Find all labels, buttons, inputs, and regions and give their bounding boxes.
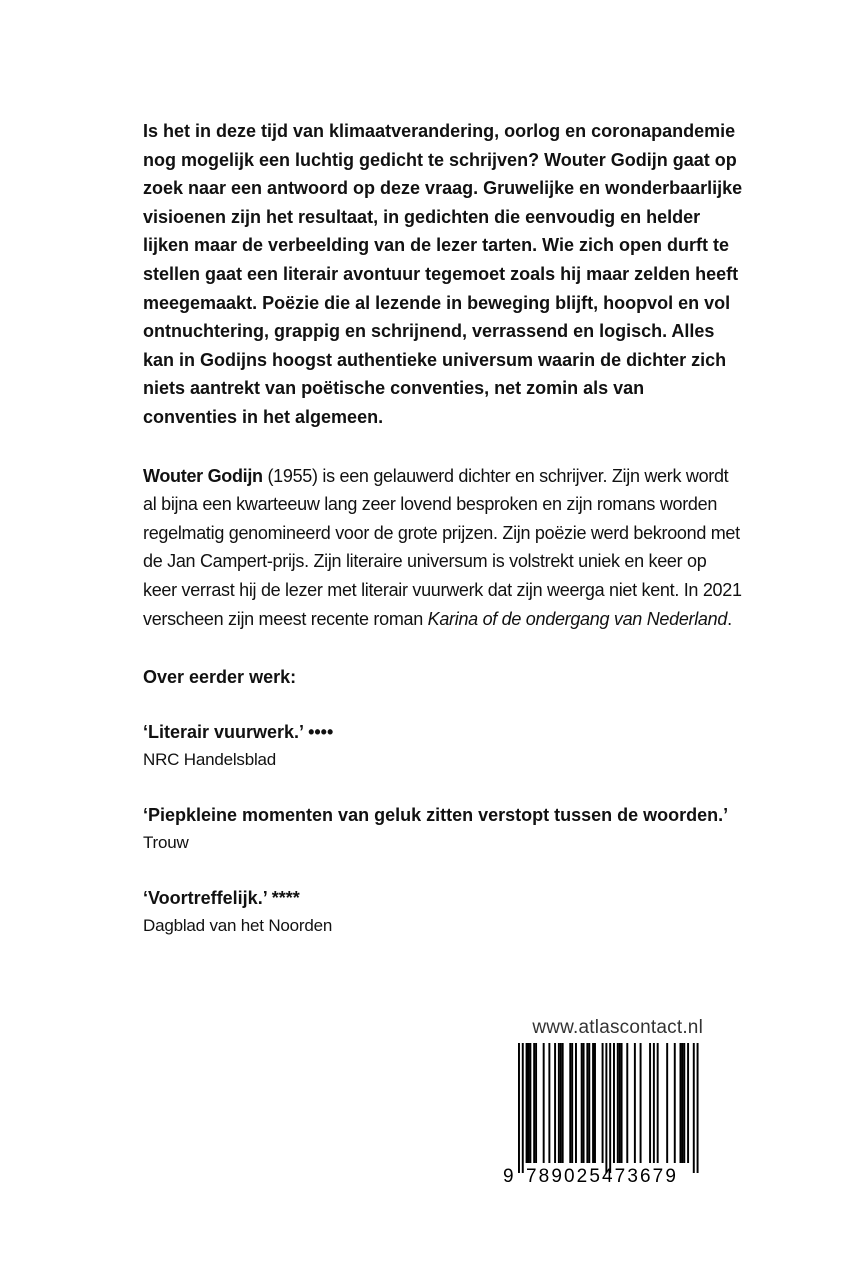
reviews-heading: Over eerder werk: bbox=[143, 667, 297, 688]
isbn-barcode bbox=[500, 1043, 700, 1191]
review-item bbox=[143, 884, 743, 940]
barcode-bar bbox=[683, 1043, 685, 1163]
author-bio-text: (1955) is een gelauwerd dichter en schrijver. Zijn werk wordt al bijna een kwarteeuw lang zeer lovend besproken en zijn romans worden regelmatig genomineerd voor de grote prijzen. Zijn poëzie werd bekroond met de Jan Campert-prijs. Zijn literaire universum is volstrekt uniek en keer op keer verrast hij de lezer met literair vuurwerk dat zijn weerga niet kent. In 2021 verscheen zijn meest recente roman bbox=[143, 465, 742, 629]
barcode-bar bbox=[558, 1043, 560, 1163]
barcode-guard-bar bbox=[605, 1043, 607, 1173]
barcode-guard-bar bbox=[522, 1043, 524, 1173]
review-item bbox=[143, 718, 743, 774]
barcode-bar bbox=[581, 1043, 583, 1163]
isbn-first-digit: 9 bbox=[503, 1166, 514, 1187]
barcode-bar bbox=[619, 1043, 621, 1163]
barcode-bar bbox=[543, 1043, 545, 1163]
barcode-bar bbox=[586, 1043, 588, 1163]
barcode-bar bbox=[681, 1043, 683, 1163]
barcode-bar bbox=[528, 1043, 530, 1163]
barcode-bar bbox=[533, 1043, 535, 1163]
barcode-bar bbox=[674, 1043, 676, 1163]
barcode-bar bbox=[529, 1043, 531, 1163]
review-source: NRC Handelsblad bbox=[143, 750, 277, 770]
barcode-bar bbox=[526, 1043, 528, 1163]
review-item bbox=[143, 801, 743, 857]
barcode-guard-bar bbox=[693, 1043, 695, 1173]
review-quote: ‘Piepkleine momenten van geluk zitten verstopt tussen de woorden.’ bbox=[143, 805, 729, 826]
barcode-bar bbox=[575, 1043, 577, 1163]
barcode-bar bbox=[666, 1043, 668, 1163]
barcode-bar bbox=[634, 1043, 636, 1163]
barcode-bars bbox=[518, 1043, 700, 1173]
barcode-bar bbox=[653, 1043, 655, 1163]
review-source: Trouw bbox=[143, 833, 189, 853]
barcode-guard-bar bbox=[697, 1043, 699, 1173]
barcode-guard-bar bbox=[609, 1043, 611, 1173]
author-bio-end: . bbox=[727, 608, 732, 629]
barcode-bar bbox=[592, 1043, 594, 1163]
barcode-bar bbox=[680, 1043, 682, 1163]
barcode-bar bbox=[640, 1043, 642, 1163]
barcode-bar bbox=[657, 1043, 659, 1163]
barcode-bar bbox=[554, 1043, 556, 1163]
barcode-bar bbox=[535, 1043, 537, 1163]
barcode-bar bbox=[594, 1043, 596, 1163]
barcode-bar bbox=[613, 1043, 615, 1163]
author-name: Wouter Godijn bbox=[143, 465, 263, 486]
barcode-bar bbox=[588, 1043, 590, 1163]
back-cover-text bbox=[143, 117, 743, 940]
barcode-bar bbox=[649, 1043, 651, 1163]
book-blurb: Is het in deze tijd van klimaatverandering, oorlog en coronapandemie nog mogelijk een luchtig gedicht te schrijven? Wouter Godijn gaat op zoek naar een antwoord op deze vraag. Gruwelijke en wonderbaarlijke visioenen zijn het resultaat, in gedichten die eenvoudig en helder lijken maar de verbeelding van de lezer tarten. Wie zich open durft te stellen gaat een literair avontuur tegemoet zoals hij maar zelden heeft meegemaakt. Poëzie die al lezende in beweging blijft, hoopvol en vol ontnuchtering, grappig en schrijnend, verrassend en logisch. Alles kan in Godijns hoogst authentieke universum waarin de dichter zich niets aantrekt van poëtische conventies, net zomin als van conventies in het algemeen. bbox=[143, 121, 743, 427]
barcode-bar bbox=[602, 1043, 604, 1163]
review-source: Dagblad van het Noorden bbox=[143, 916, 333, 936]
author-bio bbox=[143, 462, 743, 634]
barcode-bar bbox=[560, 1043, 562, 1163]
barcode-bar bbox=[687, 1043, 689, 1163]
isbn-digits: 789025473679 bbox=[526, 1166, 679, 1187]
barcode-bar bbox=[548, 1043, 550, 1163]
publisher-website: www.atlascontact.nl bbox=[532, 1017, 703, 1038]
recent-book-title: Karina of de ondergang van Nederland bbox=[427, 608, 728, 629]
review-quote: ‘Voortreffelijk.’ **** bbox=[143, 888, 300, 909]
barcode-guard-bar bbox=[518, 1043, 520, 1173]
barcode-bar bbox=[571, 1043, 573, 1163]
barcode-bar bbox=[617, 1043, 619, 1163]
barcode-bar bbox=[583, 1043, 585, 1163]
barcode-bar bbox=[569, 1043, 571, 1163]
barcode-bar bbox=[562, 1043, 564, 1163]
barcode-bar bbox=[621, 1043, 623, 1163]
barcode-bar bbox=[626, 1043, 628, 1163]
review-quote: ‘Literair vuurwerk.’ •••• bbox=[143, 722, 334, 743]
